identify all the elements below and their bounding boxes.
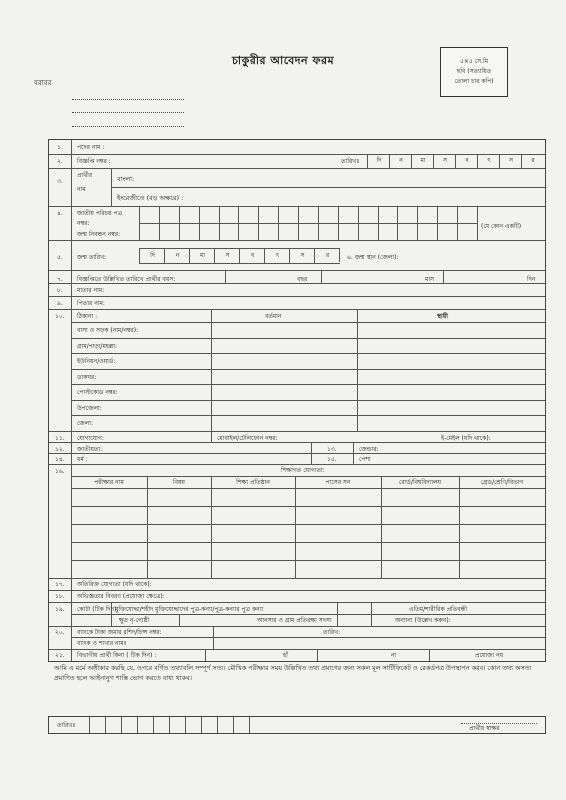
id-digit-cell[interactable] [238,206,258,223]
gender-label: জেন্ডার: [359,446,379,453]
id-digit-cell[interactable] [179,223,199,240]
birth-date-cell[interactable]: ৎ [264,248,290,264]
id-digit-cell[interactable] [159,206,179,223]
education-cell[interactable] [147,524,211,542]
footer-row [48,716,546,734]
id-digit-cell[interactable] [219,223,239,240]
photo-text-2: ছবি (সত্যায়িত [456,68,492,75]
education-column-header: পাসের সন [325,479,351,486]
name-label: নাম [77,186,86,193]
education-cell[interactable] [211,542,295,560]
photo-text-3: তোলা চার কপি) [454,78,494,85]
education-column-header: শিক্ষা প্রতিষ্ঠান [236,479,270,486]
education-cell[interactable] [147,560,211,578]
date-cell[interactable]: ন [389,154,412,168]
education-cell[interactable] [459,560,545,578]
permanent-address-field[interactable] [357,338,545,354]
id-digit-cell[interactable] [318,223,338,240]
circular-number-label: বিজ্ঞপ্তি নম্বর : [77,158,111,165]
addressee-line-1[interactable] [72,99,184,100]
present-address-field[interactable] [211,322,357,338]
row-7-number: ৭. [57,276,63,283]
row-10-number: ১০. [55,313,65,320]
age-month-label: মাস [425,276,435,283]
occupation-label: পেশা [359,456,371,463]
address-field-label: জেলা: [77,420,94,428]
education-cell[interactable] [381,524,459,542]
row-4-number: ৪. [57,210,63,217]
footer-date-cell[interactable] [217,717,233,733]
id-digit-cell[interactable] [457,223,477,240]
address-field-label: ডাকঘর: [77,373,97,381]
present-address-field[interactable] [211,400,357,416]
education-column-header: গ্রেড/শ্রেণি/বিভাগ [480,479,524,486]
id-digit-cell[interactable] [139,223,159,240]
row-13-number: ১৩. [327,446,337,453]
option-not-applicable[interactable]: প্রযোজ্য নয় [475,652,504,659]
education-column-header: পরীক্ষার নাম [94,479,124,486]
footer-date-label: তারিখঃ [57,722,76,729]
id-digit-cell[interactable] [318,206,338,223]
age-day-label: দিন [527,276,536,283]
id-digit-cell[interactable] [338,206,358,223]
permanent-address-field[interactable] [357,384,545,400]
education-cell[interactable] [381,488,459,506]
age-year-label: বছর [297,276,308,283]
footer-date-cell[interactable] [137,717,153,733]
date-cell[interactable]: মা [411,154,434,168]
birth-date-cell[interactable]: ন [164,248,190,264]
date-cell[interactable]: স [433,154,456,168]
circular-date-label: তারিখঃ [341,158,360,165]
id-digit-cell[interactable] [457,206,477,223]
date-cell[interactable]: দি [367,154,390,168]
education-cell[interactable] [211,560,295,578]
bank-branch-label: ব্যাংক ও শাখার নামঃ [77,640,127,647]
id-digit-cell[interactable] [219,206,239,223]
permanent-address-field[interactable] [357,369,545,385]
address-field-label: ইউনিয়ন/ওয়ার্ড: [77,358,116,366]
permanent-address-field[interactable] [357,353,545,369]
row-5-number: ৫. [57,254,63,261]
id-digit-cell[interactable] [437,206,457,223]
education-cell[interactable] [147,506,211,524]
mother-name-label: মাতার নাম: [77,287,105,294]
present-address-field[interactable] [211,415,357,431]
education-cell[interactable] [211,524,295,542]
email-label: ই-মেইল (যদি থাকে): [441,435,491,442]
id-digit-cell[interactable] [298,206,318,223]
row-8-number: ৮. [57,287,63,294]
nid-label: জাতীয় পরিচয় পত্র [77,210,123,217]
id-digit-cell[interactable] [199,206,219,223]
permanent-address-field[interactable] [357,322,545,338]
education-cell[interactable] [459,488,545,506]
birth-reg-label: জন্ম নিবন্ধন নম্বর: [77,231,121,238]
education-cell[interactable] [459,506,545,524]
nid-number-label: নম্বর: [77,220,90,227]
option-no[interactable]: না [391,652,397,659]
religion-label: ধর্ম : [77,456,88,463]
education-cell[interactable] [71,488,147,506]
id-digit-cell[interactable] [278,206,298,223]
date-cell[interactable]: ৎ [477,154,500,168]
birth-date-cells[interactable] [139,248,339,262]
application-form [48,139,546,662]
id-digit-cell[interactable] [417,223,437,240]
address-field-label: বাসা ও সড়ক (নাম/নম্বর): [77,327,139,334]
birth-date-label: জন্ম তারিখ: [77,254,107,261]
row-1-number: ১. [57,144,63,151]
additional-qualification-label: অতিরিক্ত যোগ্যতা (যদি থাকে): [77,581,152,588]
signature-line[interactable] [461,723,537,724]
id-digit-cell[interactable] [358,223,378,240]
contact-label: যোগাযোগ: [77,435,104,442]
quota-ethnic[interactable]: ক্ষুদ্র নৃ-গোষ্ঠী [119,617,150,624]
id-digit-cell[interactable] [437,223,457,240]
education-cell[interactable] [295,542,381,560]
row-3-number: ৩. [57,178,63,185]
present-address-field[interactable] [211,369,357,385]
row-17-number: ১৭. [55,581,65,588]
footer-date-cell[interactable] [169,717,185,733]
quota-other[interactable]: অন্যান্য (উল্লেখ করুন): [395,617,451,624]
nationality-label: জাতীয়তা: [77,446,103,453]
footer-date-cell[interactable] [105,717,121,733]
quota-ansar[interactable]: আনসার ও গ্রাম প্রতিরক্ষা সদস্য [257,617,332,624]
id-digit-cell[interactable] [378,206,398,223]
footer-date-cell[interactable] [121,717,137,733]
birth-date-cell[interactable]: স [214,248,240,264]
id-digit-cell[interactable] [258,206,278,223]
birth-date-cell[interactable]: মা [189,248,215,264]
education-column-header: বোর্ড/বিশ্ববিদ্যালয় [398,479,442,486]
addressee-line-3[interactable] [72,126,184,127]
row-20-number: ২০. [55,629,65,636]
footer-date-cell[interactable] [153,717,169,733]
declaration-text: আমি এ মর্মে অঙ্গীকার করছি যে, ওপরে বর্ণিত তথ্যাবলি সম্পূর্ণ সত্য। মৌখিক পরীক্ষার সময় উল্লিখিত তথ্য প্রমাণের জন্য সকল মূল সার্টিফিকেট ও রেকর্ডপত্র উপস্থাপন করব। কোন তথ্য অসত্য প্রমাণিত হলে আইনানুগ শাস্তি ভোগ করতে বাধ্য থাকব। [54,664,532,682]
id-digit-cell[interactable] [397,223,417,240]
row-19-number: ১৯. [55,606,65,613]
id-digit-cell[interactable] [298,223,318,240]
nid-cells[interactable] [139,206,477,240]
education-cell[interactable] [459,542,545,560]
quota-orphan-disabled[interactable]: এতিম/শারীরিক প্রতিবন্ধী [409,606,468,613]
photo-text-1: ৫×৫ সে.মি [459,58,489,65]
date-cell[interactable]: ব [455,154,478,168]
quota-freedom-fighter[interactable]: মুক্তিযোদ্ধা/শহীদ মুক্তিযোদ্ধাদের পুত্র-কন্যা/পুত্র-কন্যার পুত্র কন্যা [115,606,264,613]
permanent-address-field[interactable] [357,400,545,416]
address-field-label: পোস্টকোড নম্বর: [77,389,118,397]
id-digit-cell[interactable] [417,206,437,223]
id-digit-cell[interactable] [278,223,298,240]
name-english-label: ইংরেজীতে (বড় অক্ষরে) : [117,194,184,202]
address-field-label: উপজেলা: [77,404,102,412]
birth-date-cell[interactable]: স [289,248,315,264]
permanent-address-field[interactable] [357,415,545,431]
bank-receipt-label: ব্যাংকে টাকা জমার রশিদ/চিপ্স নম্বর: [77,629,162,636]
father-name-label: পিতার নাম: [77,300,105,307]
date-cell[interactable]: র [521,154,544,168]
education-cell[interactable] [147,488,211,506]
present-address-field[interactable] [211,353,357,369]
row-15-number: ১৫. [327,456,337,463]
applicant-label: প্রার্থীর [77,172,93,179]
birth-date-cell[interactable]: ব [239,248,265,264]
id-digit-cell[interactable] [258,223,278,240]
form-title: চাকুরীর আবেদন ফরম [232,54,335,67]
age-label: বিজ্ঞপ্তিতে উল্লিখিত তারিখে প্রার্থীর বয়স: [77,276,176,283]
footer-date-cell[interactable] [233,717,249,733]
education-cell[interactable] [381,560,459,578]
id-digit-cell[interactable] [238,223,258,240]
circular-date-cells[interactable] [367,154,543,168]
mobile-label: মোবাইল/টেলিফোন নম্বর: [217,435,278,442]
row-12-number: ১২. [55,446,65,453]
quota-label: কোটা (টিক দিন): [77,606,119,613]
departmental-label: বিভাগীয় প্রার্থী কিনা ( টিক দিন) : [77,652,157,659]
id-digit-cell[interactable] [378,223,398,240]
id-digit-cell[interactable] [139,206,159,223]
experience-label: অভিজ্ঞতার বিবরণ (প্রযোজ্য ক্ষেত্রে): [77,593,165,600]
education-cell[interactable] [381,542,459,560]
education-cell[interactable] [71,560,147,578]
present-address-field[interactable] [211,384,357,400]
id-digit-cell[interactable] [179,206,199,223]
signature-label: প্রার্থীর স্বাক্ষর [469,725,500,732]
bank-date-label: তারিখ: [323,629,341,636]
education-cell[interactable] [71,506,147,524]
date-cell[interactable]: স [499,154,522,168]
present-address-field[interactable] [211,338,357,354]
education-cell[interactable] [71,524,147,542]
row-9-number: ৯. [57,300,63,307]
education-label: শিক্ষাগত যোগ্যতা: [281,467,325,474]
education-cell[interactable] [211,506,295,524]
addressee-line-2[interactable] [72,112,184,113]
education-cell[interactable] [71,542,147,560]
row-14-number: ১৪. [55,456,65,463]
id-digit-cell[interactable] [397,206,417,223]
birth-date-cell[interactable]: র [314,248,340,264]
education-cell[interactable] [147,542,211,560]
photo-box[interactable] [440,47,508,97]
education-cell[interactable] [459,524,545,542]
row-21-number: ২১. [55,652,65,659]
id-digit-cell[interactable] [199,223,219,240]
row-11-number: ১১. [55,435,65,442]
address-label: ঠিকানা : [77,313,98,320]
birth-date-cell[interactable]: দি [139,248,165,264]
education-cell[interactable] [295,488,381,506]
education-column-header: বিষয় [173,479,185,486]
row-16-number: ১৬. [55,468,65,475]
address-field-label: গ্রাম/পাড়া/মহল্লা: [77,342,117,350]
id-digit-cell[interactable] [159,223,179,240]
birth-place-label: ৬. জন্ম স্থান (জেলা): [347,254,399,261]
education-cell[interactable] [295,560,381,578]
one-of-them-note: (যে কোন একটি) [481,223,522,230]
post-name-label: পদের নাম : [77,144,105,151]
permanent-address-label: স্থায়ী [437,313,448,320]
id-digit-cell[interactable] [338,223,358,240]
education-cell[interactable] [211,488,295,506]
footer-date-cell[interactable] [201,717,217,733]
option-yes[interactable]: হাঁ [283,652,288,659]
name-bangla-label: বাংলা: [117,175,135,183]
id-digit-cell[interactable] [358,206,378,223]
row-2-number: ২. [57,158,63,165]
addressee-label: বরাবর [34,79,52,87]
row-18-number: ১৮. [55,593,65,600]
education-cell[interactable] [295,524,381,542]
footer-date-cell[interactable] [89,717,105,733]
education-cell[interactable] [381,506,459,524]
present-address-label: বর্তমান [265,313,282,320]
footer-date-cell[interactable] [185,717,201,733]
education-cell[interactable] [295,506,381,524]
